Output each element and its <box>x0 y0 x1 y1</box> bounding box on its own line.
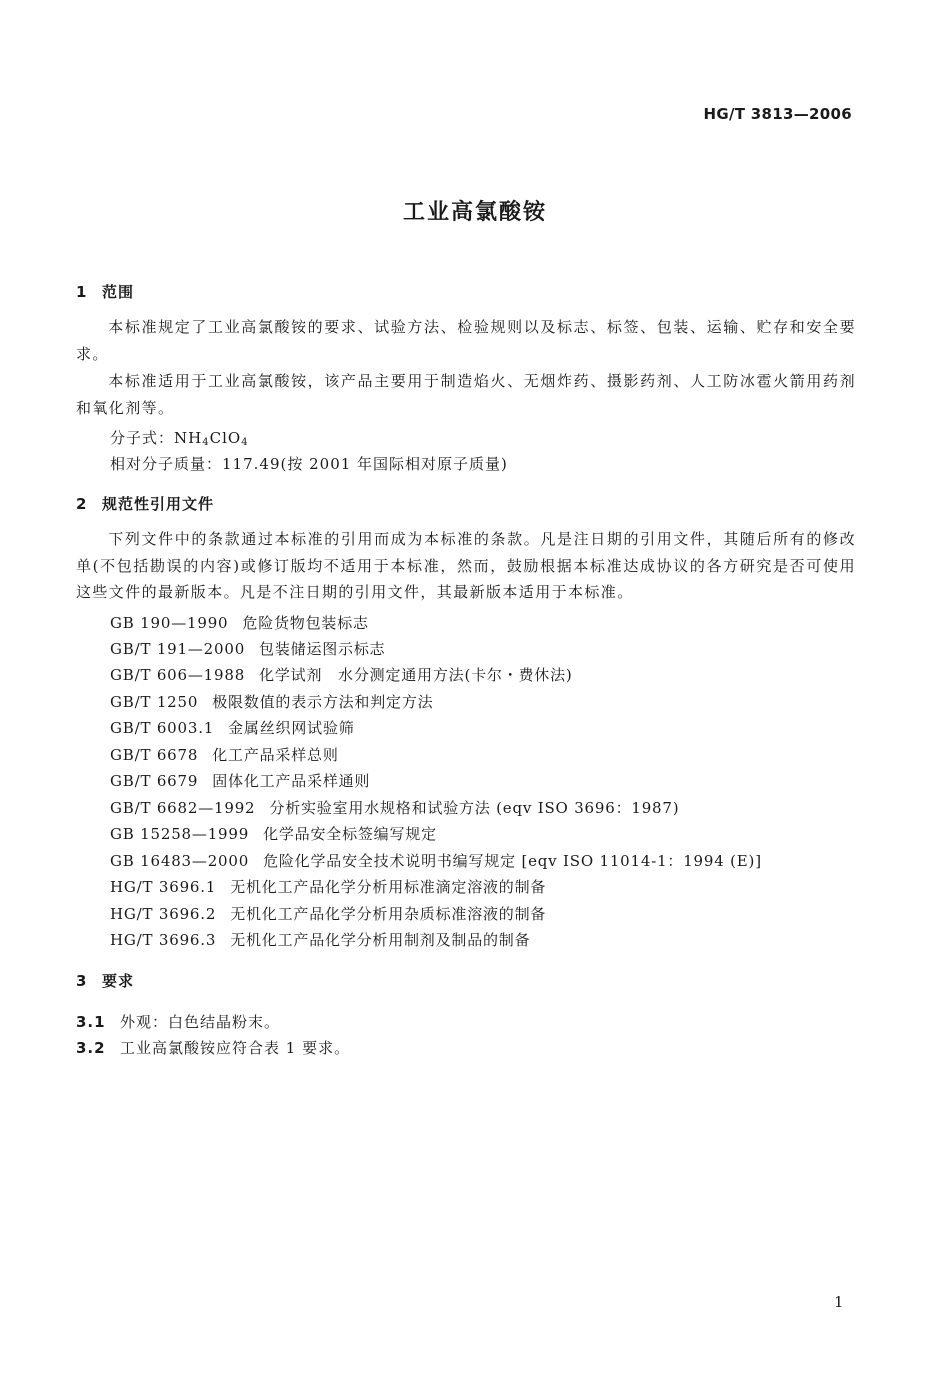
paragraph-text: 本标准适用于工业高氯酸铵，该产品主要用于制造焰火、无烟炸药、摄影药剂、人工防冰雹火箭用药剂和氧化剂等。 <box>76 372 856 417</box>
reference-code: HG/T 3696.3 <box>110 931 217 949</box>
reference-code: GB/T 6003.1 <box>110 719 215 737</box>
item-number: 3.1 <box>76 1013 106 1031</box>
section-title: 规范性引用文件 <box>102 495 215 513</box>
reference-code: HG/T 3696.1 <box>110 878 217 896</box>
reference-code: GB/T 6678 <box>110 746 199 764</box>
reference-code: GB/T 191—2000 <box>110 640 246 658</box>
reference-title: 危险货物包装标志 <box>242 614 369 632</box>
item-text: 工业高氯酸铵应符合表 1 要求。 <box>120 1039 351 1057</box>
molecular-formula <box>110 427 249 448</box>
section-3-heading <box>76 970 134 991</box>
reference-title: 包装储运图示标志 <box>259 640 386 658</box>
reference-title: 无机化工产品化学分析用杂质标准溶液的制备 <box>230 905 547 923</box>
reference-item <box>110 744 339 765</box>
reference-code: GB/T 6682—1992 <box>110 799 256 817</box>
reference-item <box>110 638 385 659</box>
reference-item <box>110 612 369 633</box>
formula-subscript: 4 <box>241 437 249 448</box>
reference-code: GB/T 606—1988 <box>110 666 246 684</box>
reference-title: 化学品安全标签编写规定 <box>263 825 437 843</box>
section-2-heading <box>76 493 214 514</box>
reference-code: GB 15258—1999 <box>110 825 250 843</box>
reference-title: 分析实验室用水规格和试验方法 (eqv ISO 3696：1987) <box>269 799 680 817</box>
section-title: 要求 <box>102 972 135 990</box>
section-number: 1 <box>76 283 88 301</box>
reference-title: 极限数值的表示方法和判定方法 <box>212 693 434 711</box>
reference-code: GB/T 6679 <box>110 772 199 790</box>
section-number: 3 <box>76 972 88 990</box>
formula-part: NH <box>174 429 203 447</box>
reference-item <box>110 664 573 685</box>
paragraph-text: 本标准规定了工业高氯酸铵的要求、试验方法、检验规则以及标志、标签、包装、运输、贮存和安全要求。 <box>76 318 856 363</box>
reference-title: 化学试剂 水分测定通用方法(卡尔・费休法) <box>259 666 573 684</box>
section-1-paragraph-1 <box>76 314 856 367</box>
reference-title: 危险化学品安全技术说明书编写规定 [eqv ISO 11014-1：1994 (E)] <box>263 852 762 870</box>
reference-item <box>110 876 546 897</box>
reference-title: 化工产品采样总则 <box>212 746 339 764</box>
reference-code: HG/T 3696.2 <box>110 905 217 923</box>
formula-label: 分子式： <box>110 429 175 447</box>
reference-code: GB 190—1990 <box>110 614 229 632</box>
reference-item <box>110 797 679 818</box>
section-number: 2 <box>76 495 88 513</box>
formula-part: ClO <box>209 429 242 447</box>
paragraph-text: 下列文件中的条款通过本标准的引用而成为本标准的条款。凡是注日期的引用文件，其随后所有的修改单(不包括勘误的内容)或修订版均不适用于本标准，然而，鼓励根据本标准达成协议的各方研究是否可使用这些文件的最新版本。凡是不注日期的引用文件，其最新版本适用于本标准。 <box>76 530 856 601</box>
formula-subscript: 4 <box>202 437 210 448</box>
section-1-paragraph-2 <box>76 368 856 421</box>
reference-title: 固体化工产品采样通则 <box>212 772 371 790</box>
reference-item <box>110 691 433 712</box>
reference-title: 无机化工产品化学分析用标准滴定溶液的制备 <box>230 878 547 896</box>
requirement-item <box>76 1011 280 1032</box>
reference-item <box>110 823 437 844</box>
reference-item <box>110 770 370 791</box>
requirement-item <box>76 1037 350 1058</box>
reference-item <box>110 717 355 738</box>
reference-item <box>110 850 762 871</box>
reference-item <box>110 929 530 950</box>
page-number: 1 <box>834 1293 844 1311</box>
item-text: 外观：白色结晶粉末。 <box>120 1013 281 1031</box>
section-1-heading <box>76 281 134 302</box>
document-title: 工业高氯酸铵 <box>402 200 547 225</box>
reference-item <box>110 903 546 924</box>
item-number: 3.2 <box>76 1039 106 1057</box>
reference-title: 金属丝织网试验筛 <box>228 719 355 737</box>
section-2-paragraph <box>76 526 856 606</box>
reference-title: 无机化工产品化学分析用制剂及制品的制备 <box>230 931 531 949</box>
standard-number: HG/T 3813—2006 <box>703 105 852 123</box>
reference-code: GB/T 1250 <box>110 693 199 711</box>
reference-code: GB 16483—2000 <box>110 852 250 870</box>
relative-molecular-mass: 相对分子质量：117.49(按 2001 年国际相对原子质量) <box>110 455 508 473</box>
section-title: 范围 <box>102 283 135 301</box>
